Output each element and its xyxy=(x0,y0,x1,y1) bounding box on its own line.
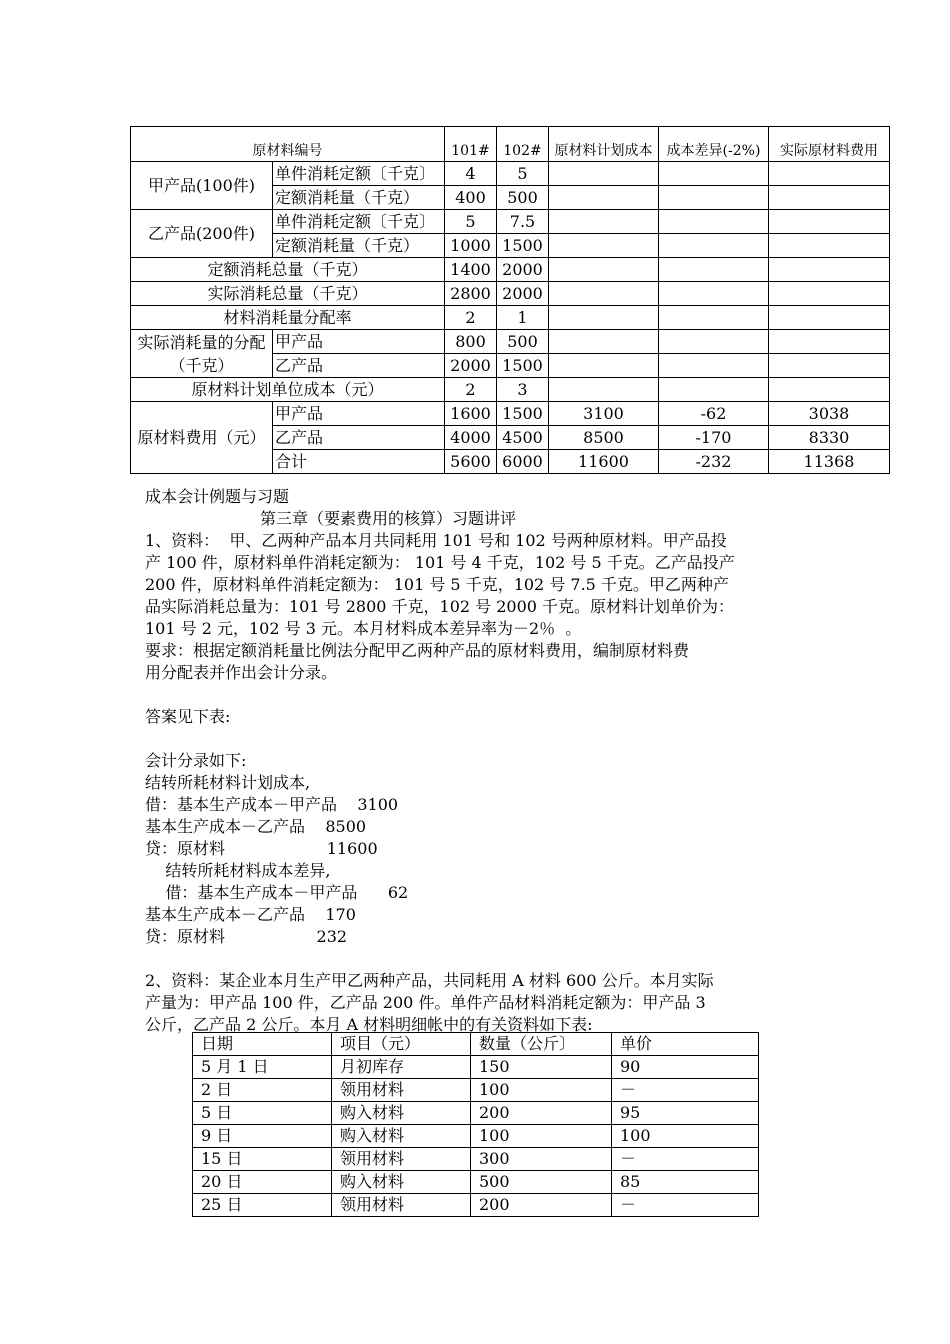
cell: 2000 xyxy=(497,282,549,306)
row-group-label: 乙产品(200件) xyxy=(131,210,273,258)
cell: 4 xyxy=(445,162,497,186)
cell: 2000 xyxy=(497,258,549,282)
paragraph-line: 结转所耗材料计划成本, xyxy=(145,773,311,792)
journal-entry-line: 借：基本生产成本－甲产品 3100 xyxy=(145,795,399,814)
table-row xyxy=(193,1148,759,1171)
cell: 11368 xyxy=(769,450,890,474)
cell xyxy=(659,378,769,402)
cell: 2 日 xyxy=(193,1079,332,1102)
table-row xyxy=(131,306,890,330)
cell xyxy=(549,378,659,402)
paragraph-line: 公斤，乙产品 2 公斤。本月 A 材料明细帐中的有关资料如下表: xyxy=(145,1015,593,1034)
cell: 8330 xyxy=(769,426,890,450)
cell: 100 xyxy=(471,1125,612,1148)
cell xyxy=(549,258,659,282)
cell: 1600 xyxy=(445,402,497,426)
alloc-label-line2: （千克） xyxy=(169,355,234,375)
table-header-row xyxy=(131,127,890,162)
material-ledger-table xyxy=(192,1032,759,1217)
paragraph-line: 答案见下表: xyxy=(145,707,231,726)
cell: 购入材料 xyxy=(332,1125,471,1148)
paragraph-line: 产 100 件，原材料单件消耗定额为： 101 号 4 千克，102 号 5 千克。乙产品投产 xyxy=(145,553,735,572)
cell: 150 xyxy=(471,1056,612,1079)
cell: -170 xyxy=(659,426,769,450)
paragraph-line: 200 件，原材料单件消耗定额为： 101 号 5 千克，102 号 7.5 千克。甲乙两种产 xyxy=(145,575,729,594)
cell: 5 xyxy=(497,162,549,186)
row-label: 定额消耗量（千克） xyxy=(273,234,445,258)
paragraph-line: 101 号 2 元，102 号 3 元。本月材料成本差异率为－2％ 。 xyxy=(145,619,582,638)
cell: 1 xyxy=(497,306,549,330)
cell: 4000 xyxy=(445,426,497,450)
cell: 2800 xyxy=(445,282,497,306)
paragraph-line: 用分配表并作出会计分录。 xyxy=(145,663,338,682)
table-row xyxy=(193,1056,759,1079)
cell: 90 xyxy=(612,1056,759,1079)
cell: 3 xyxy=(497,378,549,402)
cell xyxy=(659,282,769,306)
table-row xyxy=(193,1102,759,1125)
row-label: 定额消耗量（千克） xyxy=(273,186,445,210)
cell: － xyxy=(612,1148,759,1171)
cell xyxy=(659,234,769,258)
cell: 400 xyxy=(445,186,497,210)
cell xyxy=(659,186,769,210)
cell: 3038 xyxy=(769,402,890,426)
header-cell: 数量（公斤〕 xyxy=(471,1033,612,1056)
cell: 100 xyxy=(471,1079,612,1102)
row-label: 单件消耗定额〔千克〕 xyxy=(273,162,445,186)
header-cell: 原材料编号 xyxy=(131,127,445,162)
journal-entry-line: 基本生产成本－乙产品 170 xyxy=(145,905,356,924)
row-group-label: 甲产品(100件) xyxy=(131,162,273,210)
cell: 2 xyxy=(445,306,497,330)
cell xyxy=(659,306,769,330)
cell: 8500 xyxy=(549,426,659,450)
cell: 1000 xyxy=(445,234,497,258)
cell xyxy=(549,354,659,378)
cell xyxy=(659,210,769,234)
journal-entry-line: 借：基本生产成本－甲产品 62 xyxy=(145,883,409,902)
cell: 月初库存 xyxy=(332,1056,471,1079)
cell: 11600 xyxy=(549,450,659,474)
row-group-label: 原材料费用（元） xyxy=(131,402,273,474)
paragraph-line: 品实际消耗总量为：101 号 2800 千克，102 号 2000 千克。原材料计划单价为： xyxy=(145,597,735,616)
cell: 6000 xyxy=(497,450,549,474)
paragraph-line: 产量为：甲产品 100 件，乙产品 200 件。单件产品材料消耗定额为：甲产品 3 xyxy=(145,993,706,1012)
cell xyxy=(769,258,890,282)
journal-entry-line: 贷：原材料 232 xyxy=(145,927,348,946)
header-cell: 原材料计划成本 xyxy=(549,127,659,162)
cell: － xyxy=(612,1194,759,1217)
cell xyxy=(549,162,659,186)
row-label: 原材料计划单位成本（元） xyxy=(131,378,445,402)
cell xyxy=(659,258,769,282)
cell: 5 日 xyxy=(193,1102,332,1125)
row-label: 乙产品 xyxy=(273,426,445,450)
header-cell: 101# xyxy=(445,127,497,162)
header-cell: 项目（元） xyxy=(332,1033,471,1056)
cell: 300 xyxy=(471,1148,612,1171)
header-cell: 日期 xyxy=(193,1033,332,1056)
cell: 5600 xyxy=(445,450,497,474)
row-label: 甲产品 xyxy=(273,402,445,426)
table-row xyxy=(131,330,890,354)
cell: 9 日 xyxy=(193,1125,332,1148)
paragraph-line: 2、资料：某企业本月生产甲乙两种产品，共同耗用 A 材料 600 公斤。本月实际 xyxy=(145,971,714,990)
cell: 1500 xyxy=(497,234,549,258)
table-row xyxy=(131,282,890,306)
cell xyxy=(549,282,659,306)
cell xyxy=(549,306,659,330)
cell: 95 xyxy=(612,1102,759,1125)
row-label: 材料消耗量分配率 xyxy=(131,306,445,330)
journal-entry-line: 基本生产成本－乙产品 8500 xyxy=(145,817,367,836)
cell xyxy=(659,330,769,354)
cell: 500 xyxy=(497,186,549,210)
cell: 1400 xyxy=(445,258,497,282)
table-row xyxy=(193,1171,759,1194)
paragraph-line: 会计分录如下: xyxy=(145,751,247,770)
cell: 2000 xyxy=(445,354,497,378)
cell: 200 xyxy=(471,1102,612,1125)
cell: 4500 xyxy=(497,426,549,450)
cell: 500 xyxy=(497,330,549,354)
cell: 2 xyxy=(445,378,497,402)
header-cell: 实际原材料费用 xyxy=(769,127,890,162)
cell xyxy=(659,354,769,378)
cell xyxy=(769,378,890,402)
row-label: 实际消耗总量（千克） xyxy=(131,282,445,306)
cell: 1500 xyxy=(497,402,549,426)
cell: 800 xyxy=(445,330,497,354)
journal-entry-line: 贷：原材料 11600 xyxy=(145,839,378,858)
cell: 500 xyxy=(471,1171,612,1194)
cell: 100 xyxy=(612,1125,759,1148)
cell: 200 xyxy=(471,1194,612,1217)
cell xyxy=(769,162,890,186)
cell: 领用材料 xyxy=(332,1194,471,1217)
cell xyxy=(769,282,890,306)
cell: － xyxy=(612,1079,759,1102)
cell: 5 xyxy=(445,210,497,234)
table-row xyxy=(131,378,890,402)
cell: 5 月 1 日 xyxy=(193,1056,332,1079)
cell: 3100 xyxy=(549,402,659,426)
cell: 7.5 xyxy=(497,210,549,234)
row-label: 乙产品 xyxy=(273,354,445,378)
cell: -62 xyxy=(659,402,769,426)
row-label: 合计 xyxy=(273,450,445,474)
row-label: 单件消耗定额〔千克〕 xyxy=(273,210,445,234)
cell xyxy=(769,210,890,234)
cell: 购入材料 xyxy=(332,1171,471,1194)
header-cell: 成本差异(-2%) xyxy=(659,127,769,162)
doc-title: 成本会计例题与习题 xyxy=(145,487,290,506)
row-group-label xyxy=(131,330,273,378)
cell: 领用材料 xyxy=(332,1079,471,1102)
cell xyxy=(549,210,659,234)
cell xyxy=(549,234,659,258)
cell: 25 日 xyxy=(193,1194,332,1217)
cell xyxy=(769,306,890,330)
cell xyxy=(549,330,659,354)
paragraph-line: 要求：根据定额消耗量比例法分配甲乙两种产品的原材料费用，编制原材料费 xyxy=(145,641,690,660)
alloc-label-line1: 实际消耗量的分配 xyxy=(137,332,266,352)
table-row xyxy=(193,1125,759,1148)
table-row xyxy=(131,210,890,234)
cell: -232 xyxy=(659,450,769,474)
cell xyxy=(769,330,890,354)
cell xyxy=(769,354,890,378)
table-header-row xyxy=(193,1033,759,1056)
cell xyxy=(659,162,769,186)
paragraph-line: 1、资料： 甲、乙两种产品本月共同耗用 101 号和 102 号两种原材料。甲产品投 xyxy=(145,531,727,550)
row-label: 甲产品 xyxy=(273,330,445,354)
cell: 15 日 xyxy=(193,1148,332,1171)
cell: 领用材料 xyxy=(332,1148,471,1171)
row-label: 定额消耗总量（千克） xyxy=(131,258,445,282)
table-row xyxy=(193,1194,759,1217)
table-row xyxy=(131,402,890,426)
material-allocation-table xyxy=(130,126,890,474)
cell: 购入材料 xyxy=(332,1102,471,1125)
cell xyxy=(769,234,890,258)
cell: 85 xyxy=(612,1171,759,1194)
cell: 20 日 xyxy=(193,1171,332,1194)
table-row xyxy=(131,258,890,282)
cell xyxy=(549,186,659,210)
table-row xyxy=(131,162,890,186)
table-row xyxy=(193,1079,759,1102)
header-cell: 102# xyxy=(497,127,549,162)
cell xyxy=(769,186,890,210)
paragraph-line: 结转所耗材料成本差异, xyxy=(145,861,331,880)
cell: 1500 xyxy=(497,354,549,378)
chapter-title: 第三章（要素费用的核算）习题讲评 xyxy=(260,509,517,528)
header-cell: 单价 xyxy=(612,1033,759,1056)
